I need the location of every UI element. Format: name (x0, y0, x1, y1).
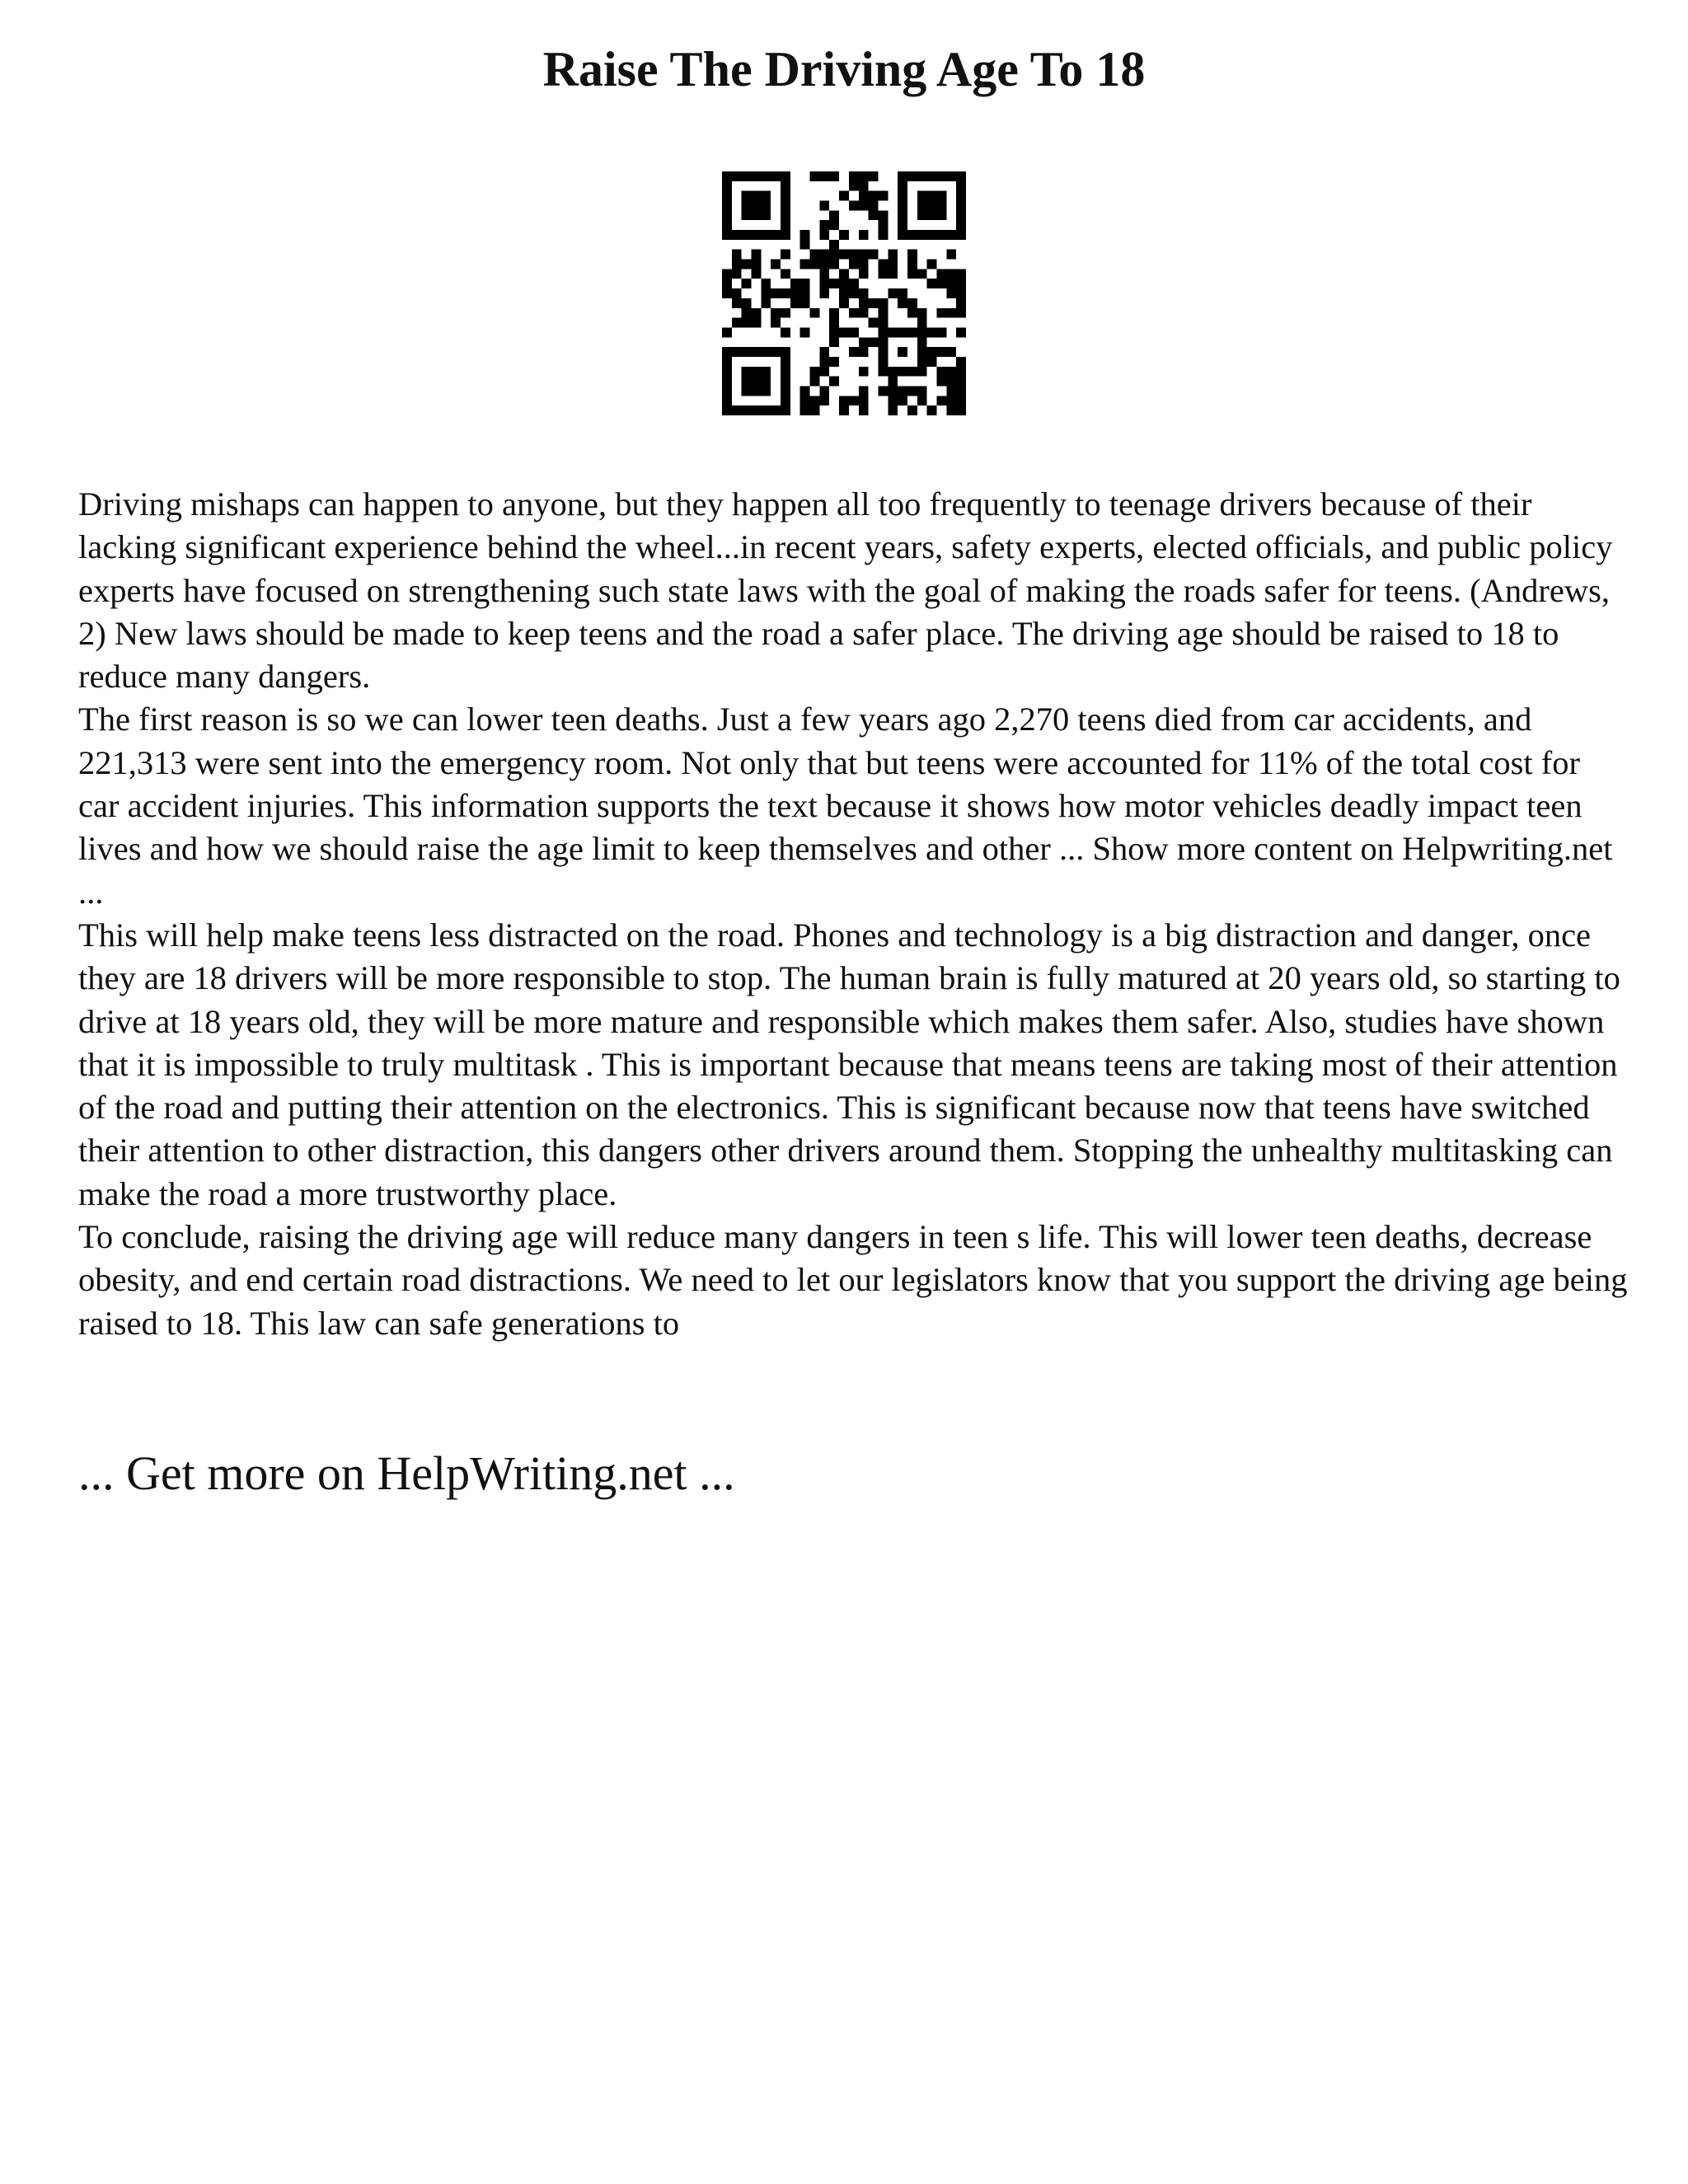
paragraph-conclusion: To conclude, raising the driving age will reduce many dangers in teen s life. This will lower teen deaths, decrease obesity, and end certain road distractions. We need to let our legislators know that you support the driving age being raised to 18. This law can safe generations to (78, 1218, 1628, 1342)
paragraph-teen-deaths: The first reason is so we can lower teen deaths. Just a few years ago 2,270 teens died from car accidents, and 221,313 were sent into the emergency room. Not only that but teens were accounted for 11% of the total cost for car accident injuries. This information supports the text because it shows how motor vehicles deadly impact teen lives and how we should raise the age limit to keep themselves and other ... Show more content on Helpwriting.net ... (78, 701, 1613, 911)
qr-code-icon (722, 171, 966, 415)
document-title: Raise The Driving Age To 18 (542, 42, 1146, 96)
get-more-link[interactable]: ... Get more on HelpWriting.net ... (78, 1446, 735, 1500)
document-body (78, 483, 1628, 1345)
paragraph-intro: Driving mishaps can happen to anyone, but they happen all too frequently to teenage drivers because of their lacking significant experience behind the wheel...in recent years, safety experts, elected officials, and public policy experts have focused on strengthening such state laws with the goal of making the roads safer for teens. (Andrews, 2) New laws should be made to keep teens and the road a safer place. The driving age should be raised to 18 to reduce many dangers. (78, 485, 1613, 696)
paragraph-distraction: This will help make teens less distracted on the road. Phones and technology is a big distraction and danger, once they are 18 drivers will be more responsible to stop. The human brain is fully matured at 20 years old, so starting to drive at 18 years old, they will be more mature and responsible which makes them safer. Also, studies have shown that it is impossible to truly multitask . This is important because that means teens are taking most of their attention of the road and putting their attention on the electronics. This is significant because now that teens have switched their attention to other distraction, this dangers other drivers around them. Stopping the unhealthy multitasking can make the road a more trustworthy place. (78, 916, 1620, 1212)
